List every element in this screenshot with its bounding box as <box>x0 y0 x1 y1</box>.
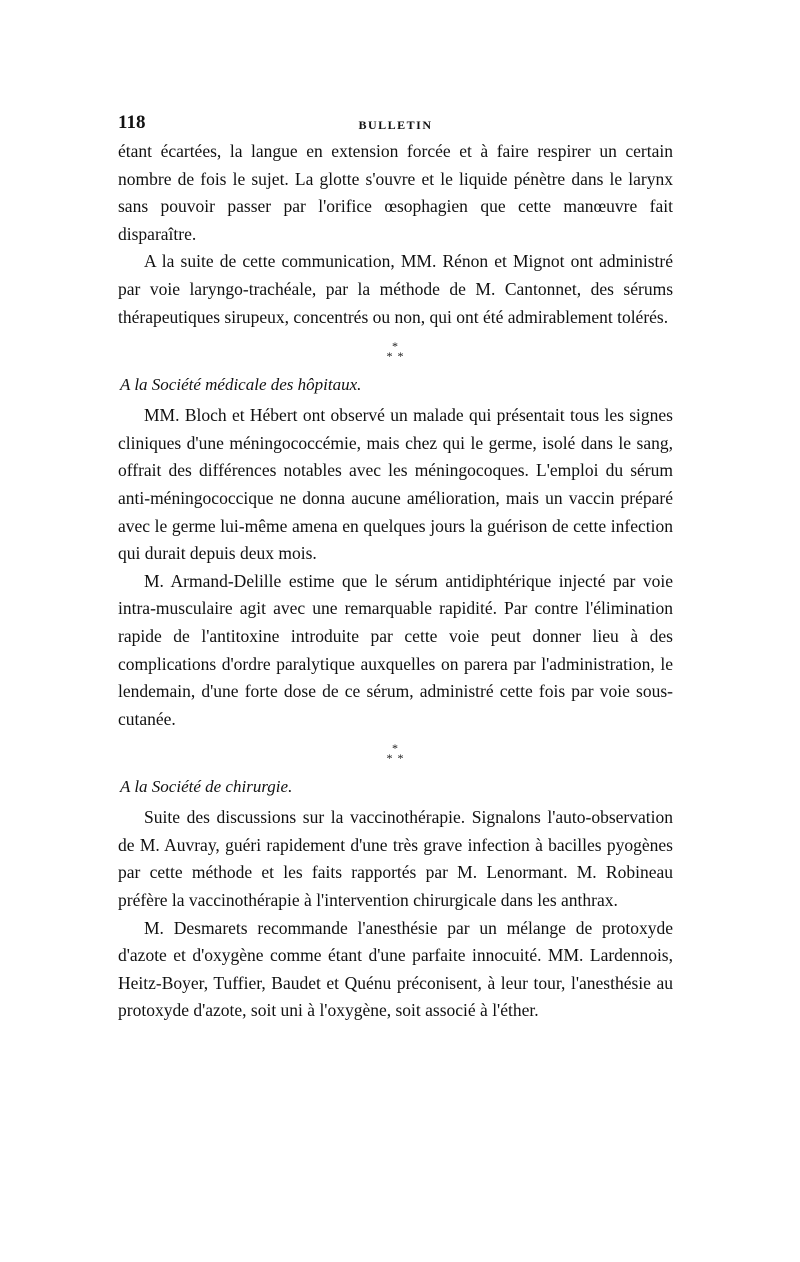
asterism-bottom: * * <box>386 349 405 364</box>
section-title-chirurgie: A la Société de chirurgie. <box>120 777 293 797</box>
asterism-divider <box>118 339 673 364</box>
asterism-top: * <box>392 339 399 354</box>
section-title-hopitaux: A la Société médicale des hôpitaux. <box>120 375 362 395</box>
paragraph-desmarets: M. Desmarets recommande l'anesthésie par un mélange de protoxyde d'azote et d'oxygène comme étant d'une parfaite innocuité. MM. Lardennois, Heitz-Boyer, Tuffier, Baudet et Quénu préconisent, à leur tour, l'anesthésie au protoxyde d'azote, soit uni à l'oxygène, soit associé à l'éther. <box>118 917 673 1021</box>
book-page <box>118 112 673 1025</box>
paragraph-vaccinotherapie: Suite des discussions sur la vaccinothérapie. Signalons l'auto-observation de M. Auvray, guéri rapidement d'une très grave infection à bacilles pyogènes par cette méthode et les faits rapportés par M. Lenormant. M. Robineau préfère la vaccinothérapie à l'intervention chirurgicale dans les anthrax. <box>118 807 673 911</box>
asterism-top: * <box>392 741 399 756</box>
page-number: 118 <box>118 112 146 133</box>
running-head: BULLETIN <box>358 118 433 132</box>
paragraph-armand-delille: M. Armand-Delille estime que le sérum antidiphtérique injecté par voie intra-musculaire agit avec une remarquable rapidité. Par contre l'élimination rapide de l'antitoxine introduite par cette voie peut donner lieu à des complications d'ordre paralytique auxquelles on parera par l'administration, le lendemain, d'une forte dose de ce sérum, administré cette fois par voie sous-cutanée. <box>118 570 673 729</box>
asterism-bottom: * * <box>386 751 405 766</box>
asterism-divider-2 <box>118 741 673 766</box>
paragraph-bloch-hebert: MM. Bloch et Hébert ont observé un malade qui présentait tous les signes cliniques d'une méningococcémie, mais chez qui le germe, isolé dans le sang, offrait des différences notables avec les méningocoques. L'emploi du sérum anti-méningococcique ne donna aucune amélioration, mais un vaccin préparé avec le germe lui-même amena en quelques jours la guérison de cette infection qui durait depuis deux mois. <box>118 405 673 564</box>
page-header <box>118 112 673 138</box>
paragraph-renon-mignot: A la suite de cette communication, MM. Rénon et Mignot ont administré par voie laryngo-trachéale, par la méthode de M. Cantonnet, des sérums thérapeutiques sirupeux, concentrés ou non, qui ont été admirablement tolérés. <box>118 251 673 327</box>
paragraph-continuation: étant écartées, la langue en extension forcée et à faire respirer un certain nombre de fois le sujet. La glotte s'ouvre et le liquide pénètre dans le larynx sans pouvoir passer par l'orifice œsophagien que cette manœuvre fait disparaître. <box>118 141 673 244</box>
